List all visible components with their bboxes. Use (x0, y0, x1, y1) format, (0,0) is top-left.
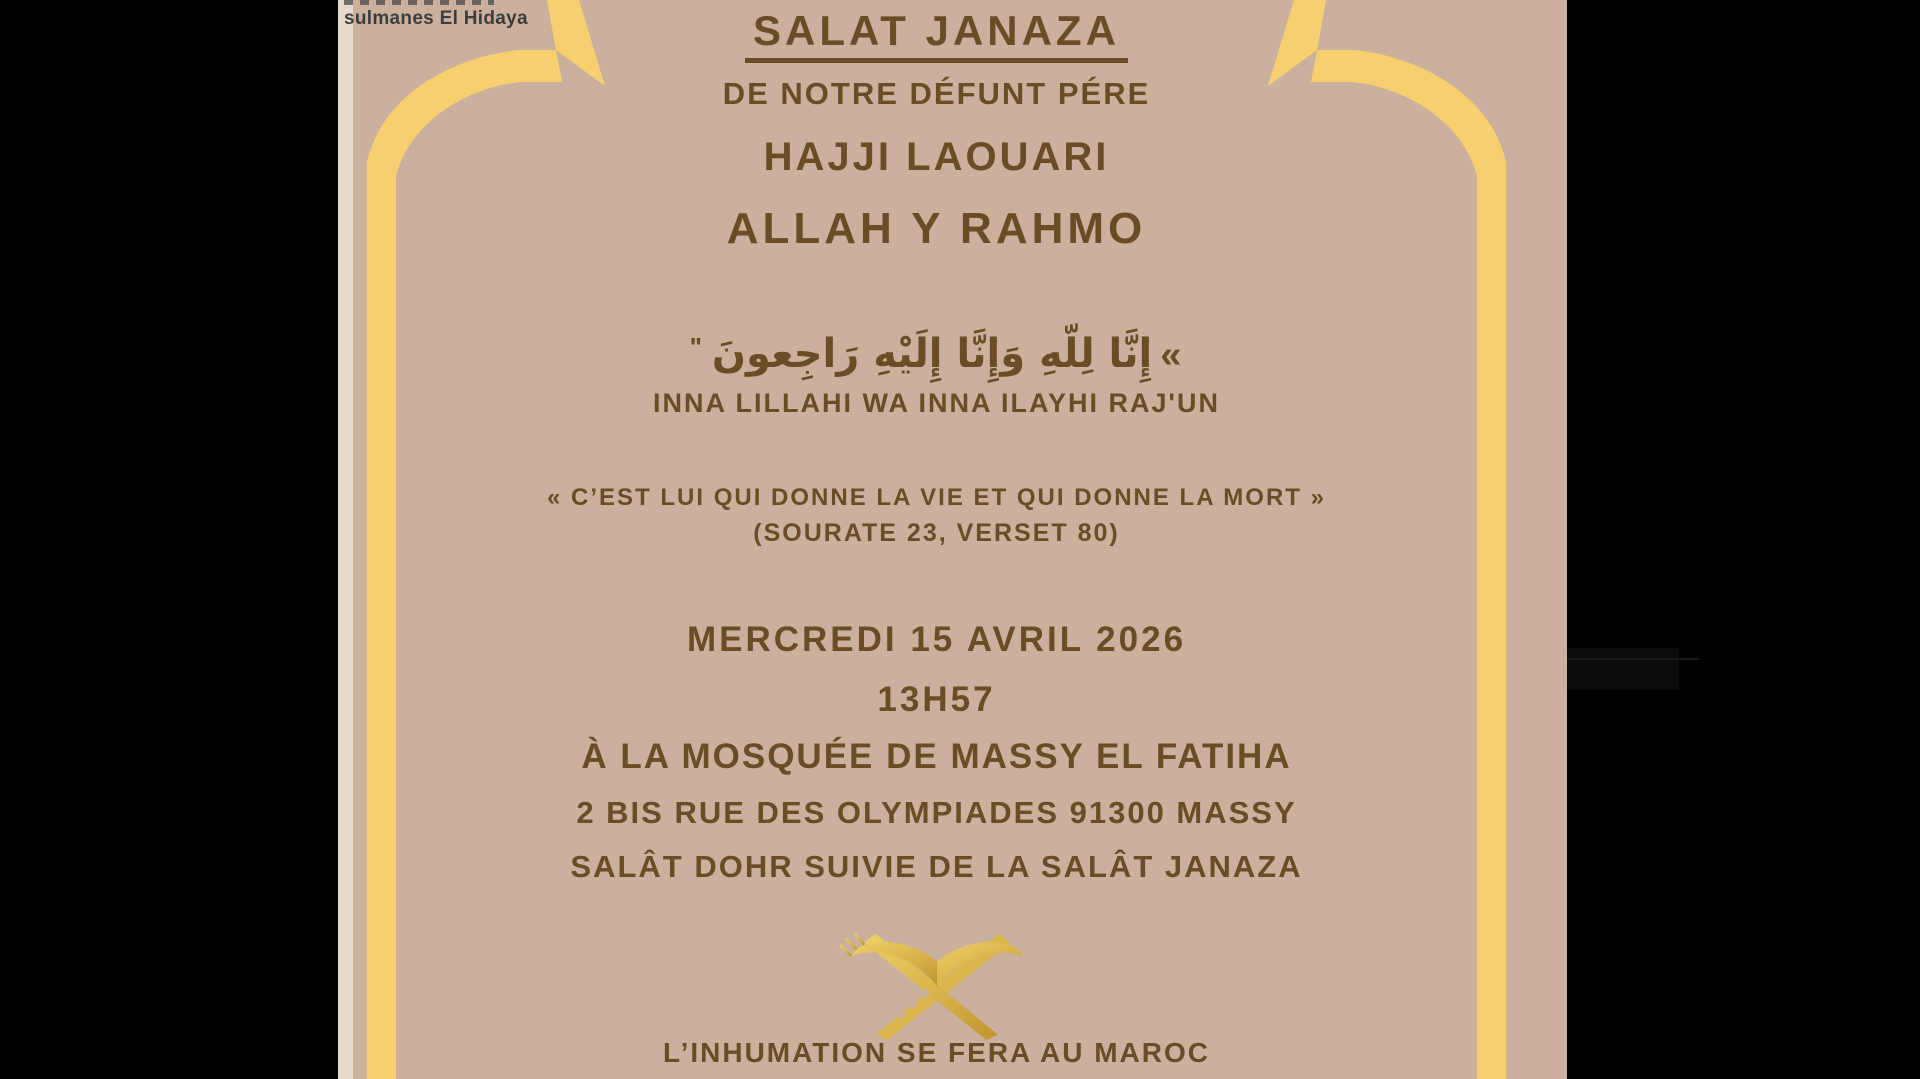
quote-opening-guillemet: « (1160, 334, 1184, 376)
event-venue: À LA MOSQUÉE DE MASSY EL FATIHA (581, 737, 1292, 776)
letterbox-faint-line (1567, 658, 1699, 660)
blessing-text: ALLAH Y RAHMO (726, 204, 1147, 253)
subtitle: DE NOTRE DÉFUNT PÉRE (722, 76, 1151, 111)
announcement-poster (338, 0, 1567, 1079)
deceased-name: HAJJI LAOUARI (763, 135, 1110, 179)
logo-text: sulmanes El Hidaya (344, 8, 528, 29)
verse-quote: « C’EST LUI QUI DONNE LA VIE ET QUI DONNE LA MORT » (547, 484, 1326, 511)
arabic-quote-line (396, 330, 1477, 378)
quote-closing-mark: " (689, 332, 704, 362)
title-text: SALAT JANAZA (745, 10, 1128, 63)
page-title (396, 7, 1477, 63)
letterbox-faint-artifact (1567, 648, 1679, 690)
poster-content (396, 0, 1477, 1079)
transliteration-text: INNA LILLAHI WA INNA ILAYHI RAJ'UN (653, 388, 1220, 418)
event-date: MERCREDI 15 AVRIL 2026 (686, 620, 1187, 659)
event-time: 13H57 (877, 680, 996, 719)
prayer-sequence: SALÂT DOHR SUIVIE DE LA SALÂT JANAZA (570, 849, 1303, 884)
event-address: 2 BIS RUE DES OLYMPIADES 91300 MASSY (576, 795, 1297, 830)
quran-on-rehal-icon (819, 900, 1054, 1040)
arabic-quote-text: إِنَّا لِلّهِ وَإِنَّا إِلَيْهِ رَاجِعونَ (711, 331, 1153, 377)
burial-info: L’INHUMATION SE FERA AU MAROC (663, 1037, 1210, 1068)
verse-reference: (SOURATE 23, VERSET 80) (753, 519, 1120, 547)
